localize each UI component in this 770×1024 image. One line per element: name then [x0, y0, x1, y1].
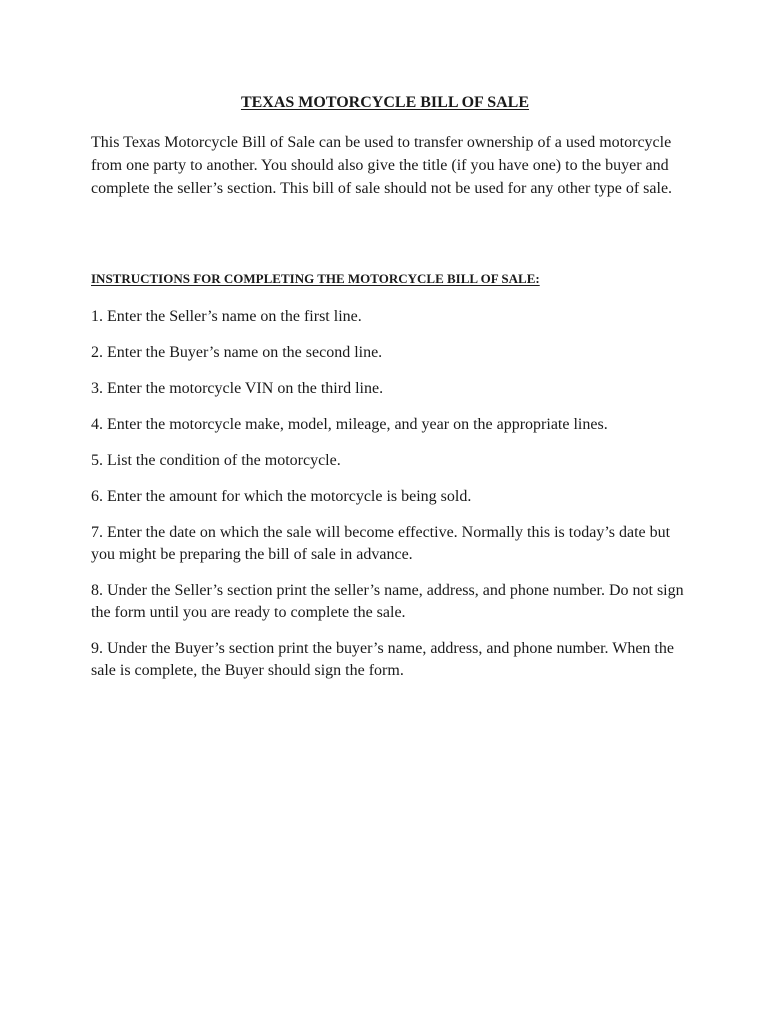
instruction-step-3: 3. Enter the motorcycle VIN on the third line.: [91, 380, 384, 397]
instruction-step-2: 2. Enter the Buyer’s name on the second line.: [91, 344, 383, 361]
instruction-step-7: 7. Enter the date on which the sale will become effective. Normally this is today’s date but you might be preparing the bill of sale in advance.: [91, 524, 671, 563]
instruction-step-1: 1. Enter the Seller’s name on the first line.: [91, 308, 362, 325]
instruction-step-4: 4. Enter the motorcycle make, model, mileage, and year on the appropriate lines.: [91, 416, 608, 433]
instruction-step-6: 6. Enter the amount for which the motorcycle is being sold.: [91, 488, 472, 505]
instructions-heading: INSTRUCTIONS FOR COMPLETING THE MOTORCYCLE BILL OF SALE:: [91, 271, 540, 286]
instructions-list: [91, 306, 691, 696]
intro-paragraph: This Texas Motorcycle Bill of Sale can be used to transfer ownership of a used motorcycle from one party to another. You should also give the title (if you have one) to the buyer and complete the seller’s section. This bill of sale should not be used for any other type of sale.: [91, 134, 673, 197]
instruction-step-8: 8. Under the Seller’s section print the seller’s name, address, and phone number. Do not sign the form until you are ready to complete the sale.: [91, 582, 684, 621]
instruction-step-9: 9. Under the Buyer’s section print the buyer’s name, address, and phone number. When the sale is complete, the Buyer should sign the form.: [91, 640, 674, 679]
instruction-step-5: 5. List the condition of the motorcycle.: [91, 452, 341, 469]
document-title: TEXAS MOTORCYCLE BILL OF SALE: [240, 94, 530, 111]
